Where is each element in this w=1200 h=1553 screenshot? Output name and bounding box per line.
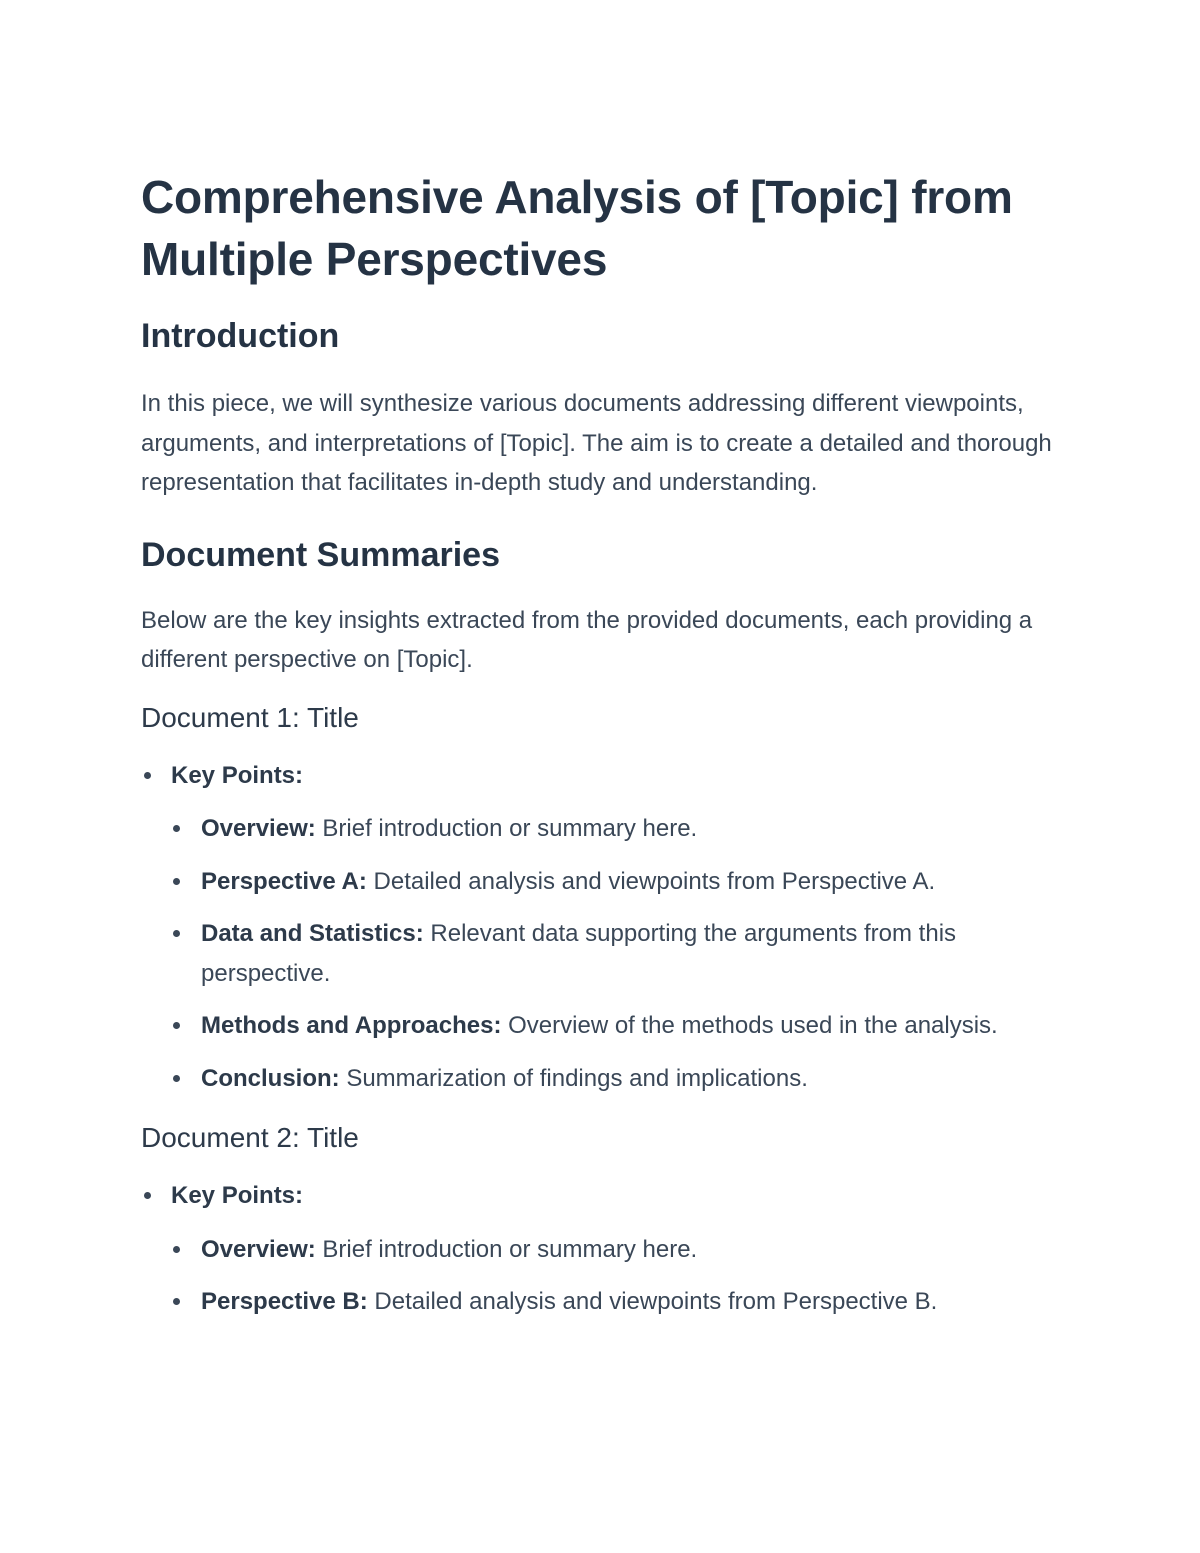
item-label: Overview: [201, 1235, 316, 1263]
list-item [141, 1230, 1071, 1270]
item-text: Detailed analysis and viewpoints from Perspective B. [367, 1288, 938, 1315]
bullet-icon [173, 1022, 180, 1029]
item-text: Relevant data supporting the arguments from this perspective. [201, 920, 957, 987]
list-item [141, 1176, 1071, 1216]
document-1-heading: Document 1: Title [141, 701, 359, 733]
item-text: Brief introduction or summary here. [315, 1235, 698, 1263]
item-label: Perspective A: [201, 867, 367, 895]
item-text: Summarization of findings and implications. [339, 1064, 808, 1092]
document-2-sublist [141, 1230, 1071, 1322]
bullet-icon [173, 1075, 180, 1082]
list-item [141, 1059, 1071, 1099]
list-item [141, 809, 1071, 849]
document-summaries-heading: Document Summaries [141, 535, 500, 574]
introduction-heading: Introduction [141, 317, 340, 355]
item-label: Perspective B: [201, 1288, 368, 1315]
item-label: Overview: [201, 815, 316, 842]
list-item [141, 1282, 1071, 1322]
list-item [141, 1006, 1071, 1046]
bullet-icon [173, 825, 180, 832]
item-text: Detailed analysis and viewpoints from Perspective A. [366, 867, 936, 895]
key-points-label: Key Points: [171, 761, 304, 789]
document-title: Comprehensive Analysis of [Topic] from Multiple Perspectives [141, 171, 1013, 285]
document-2-heading: Document 2: Title [141, 1122, 359, 1153]
introduction-paragraph: In this piece, we will synthesize various documents addressing different viewpoints, arguments, and interpretations of [Topic]. The aim is to create a detailed and thorough representation that facilitates in-depth study and understanding. [141, 390, 1052, 496]
item-label: Methods and Approaches: [201, 1012, 502, 1039]
bullet-icon [144, 772, 151, 779]
item-text: Brief introduction or summary here. [315, 815, 698, 842]
document-page [141, 166, 1071, 1322]
list-item [141, 756, 1071, 796]
item-label: Conclusion: [201, 1064, 340, 1092]
bullet-icon [173, 878, 180, 885]
bullet-icon [173, 930, 180, 937]
list-item [141, 914, 1071, 993]
bullet-icon [173, 1298, 180, 1305]
document-2-list [141, 1176, 1071, 1216]
document-1-list [141, 756, 1071, 796]
document-summaries-paragraph: Below are the key insights extracted from the provided documents, each providing a different perspective on [Topic]. [141, 606, 1033, 673]
bullet-icon [144, 1192, 151, 1199]
key-points-label: Key Points: [171, 1182, 304, 1209]
item-text: Overview of the methods used in the analysis. [501, 1012, 998, 1039]
document-1-sublist [141, 809, 1071, 1098]
item-label: Data and Statistics: [201, 920, 424, 947]
bullet-icon [173, 1246, 180, 1253]
list-item [141, 862, 1071, 902]
